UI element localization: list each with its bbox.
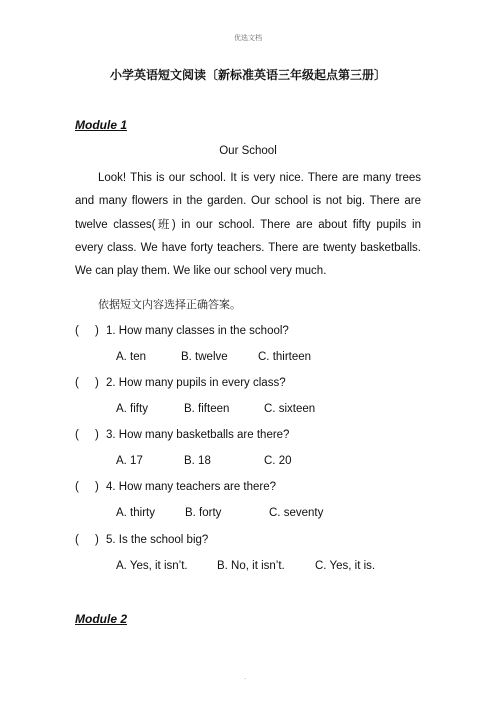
option-b: B. No, it isn’t. [217, 560, 285, 572]
option-a: A. thirty [116, 507, 155, 519]
question-text: 2. How many pupils in every class? [106, 377, 286, 389]
question-text: 1. How many classes in the school? [106, 325, 289, 337]
answer-blank-close: ) [95, 481, 99, 493]
answer-blank-open: ( [75, 534, 79, 546]
passage-line: Look! This is our school. It is very nice. There are many trees [98, 172, 421, 184]
passage-body [75, 167, 421, 283]
option-b: B. twelve [181, 351, 228, 363]
answer-blank-open: ( [75, 325, 79, 337]
page-header: 优选文档 [234, 35, 262, 42]
module-2-heading: Module 2 [75, 612, 128, 626]
option-a: A. fifty [116, 403, 148, 415]
option-c: C. thirteen [258, 351, 312, 363]
option-c: C. seventy [269, 507, 324, 519]
answer-blank-close: ) [95, 534, 99, 546]
question-text: 5. Is the school big? [106, 534, 209, 546]
option-c: C. 20 [264, 455, 292, 467]
answer-blank-open: ( [75, 429, 79, 441]
option-a: A. Yes, it isn’t. [116, 560, 188, 572]
answer-blank-close: ) [95, 377, 99, 389]
question-text: 3. How many basketballs are there? [106, 429, 290, 441]
question-text: 4. How many teachers are there? [106, 481, 277, 493]
passage-line: We can play them. We like our school very much. [75, 265, 327, 278]
answer-blank-close: ) [95, 325, 99, 337]
document-title: 小学英语短文阅读〔新标准英语三年级起点第三册〕 [109, 68, 386, 82]
passage-title: Our School [219, 145, 277, 157]
option-b: B. fifteen [184, 403, 230, 415]
option-b: B. forty [185, 507, 222, 519]
module-1-heading: Module 1 [75, 118, 128, 132]
option-b: B. 18 [184, 455, 211, 467]
answer-blank-close: ) [95, 429, 99, 441]
option-c: C. Yes, it is. [315, 560, 376, 572]
answer-blank-open: ( [75, 481, 79, 493]
instruction-text: 依据短文内容选择正确答案。 [98, 298, 241, 311]
option-a: A. 17 [116, 455, 143, 467]
option-c: C. sixteen [264, 403, 316, 415]
page-footer: . [244, 672, 247, 681]
passage-line: twelve classes(班) in our school. There are about fifty pupils in [75, 218, 421, 231]
option-a: A. ten [116, 351, 147, 363]
passage-line: every class. We have forty teachers. There are twenty basketballs. [75, 241, 421, 254]
passage-line: and many flowers in the garden. Our school is not big. There are [75, 195, 421, 208]
answer-blank-open: ( [75, 377, 79, 389]
